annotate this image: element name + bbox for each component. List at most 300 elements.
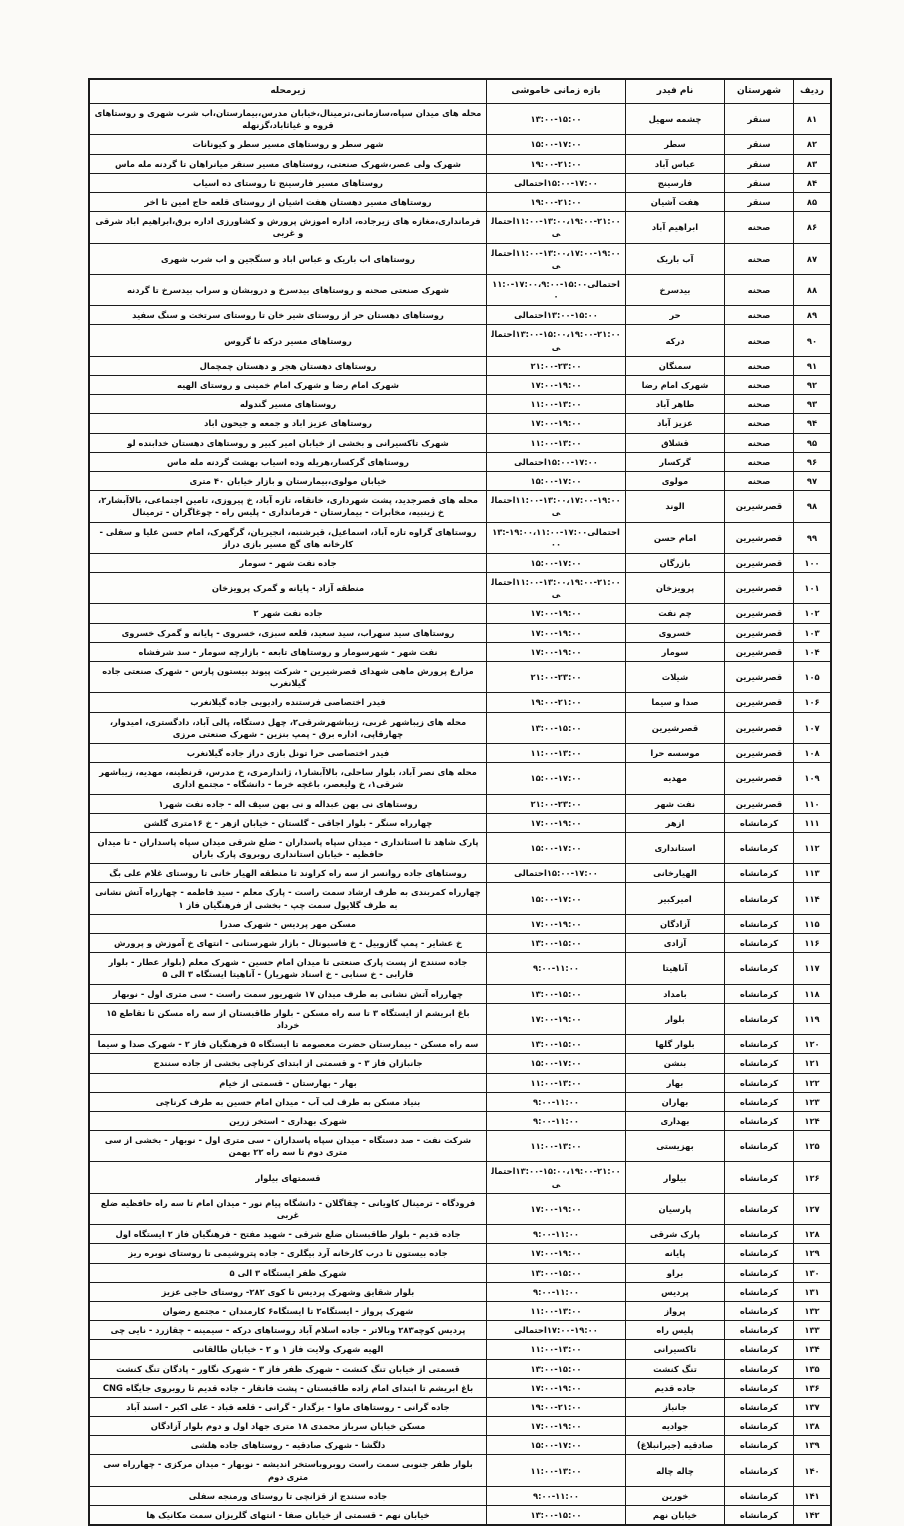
table-row [89, 1073, 831, 1092]
row-number-cell: ۹۷ [794, 471, 832, 490]
feeder-cell: سمنگان [626, 356, 725, 375]
feeder-cell: بامداد [626, 984, 725, 1003]
county-cell: کرمانشاه [725, 1003, 794, 1034]
feeder-cell: خسروی [626, 623, 725, 642]
outage-time-cell: ۱۷:۰۰-۱۹:۰۰ [487, 414, 626, 433]
county-cell: کرمانشاه [725, 813, 794, 832]
table-header-row [89, 79, 831, 104]
county-cell: کرمانشاه [725, 1111, 794, 1130]
outage-time-cell: ۱۷:۰۰-۱۹:۰۰ [487, 914, 626, 933]
table-row [89, 693, 831, 712]
outage-time-cell: ۱۳:۰۰-۱۵:۰۰ [487, 1506, 626, 1526]
table-row [89, 1301, 831, 1320]
row-number-cell: ۱۳۱ [794, 1282, 832, 1301]
feeder-cell: مهدیه [626, 763, 725, 794]
feeder-cell: فارسینج [626, 173, 725, 192]
feeder-cell: موسسه حرا [626, 743, 725, 762]
outage-time-cell: ۱۵:۰۰-۱۷:۰۰ [487, 135, 626, 154]
table-row [89, 642, 831, 661]
row-number-cell: ۱۲۹ [794, 1244, 832, 1263]
table-row [89, 1225, 831, 1244]
subarea-cell: چهارراه کمربندی به طرف ارشاد سمت راست - پارک معلم - سید فاطمه - چهارراه آتش نشانی به طرف گلایول سمت چپ - بخشی از فرهنگیان فاز ۱ [89, 883, 487, 914]
row-number-cell: ۱۰۴ [794, 642, 832, 661]
county-cell: کرمانشاه [725, 1131, 794, 1162]
column-header-outage-time: بازه زمانی خاموشی [487, 79, 626, 104]
subarea-cell: جاده نفت شهر - سومار [89, 553, 487, 572]
feeder-cell: شیلات [626, 662, 725, 693]
subarea-cell: شهرک صنعتی صحنه و روستاهای بیدسرخ و دروبشان و سراب بیدسرخ تا گردنه [89, 274, 487, 305]
table-row [89, 813, 831, 832]
county-cell: سنقر [725, 135, 794, 154]
table-row [89, 212, 831, 243]
outage-time-cell: ۹:۰۰-۱۱:۰۰ [487, 1111, 626, 1130]
column-header-feeder: نام فیدر [626, 79, 725, 104]
outage-time-cell: ۱۵:۰۰-۱۷:۰۰ [487, 763, 626, 794]
outage-time-cell: ۲۱:۰۰-۲۳:۰۰ [487, 662, 626, 693]
county-cell: قصرشیرین [725, 662, 794, 693]
subarea-cell: قسمتی از خیابان تنگ کنشت - شهرک ظفر فاز ۳ - شهرک نگاور - پادگان تنگ کنشت [89, 1359, 487, 1378]
subarea-cell: پارک شاهد تا استانداری - میدان سپاه پاسداران - ضلع شرقی میدان سپاه پاسداران - تا میدان حافظیه - خیابان استانداری روبروی پارک باران [89, 832, 487, 863]
table-row [89, 395, 831, 414]
feeder-cell: خیابان نهم [626, 1506, 725, 1526]
county-cell: کرمانشاه [725, 1436, 794, 1455]
feeder-cell: چشمه سهیل [626, 104, 725, 135]
row-number-cell: ۹۱ [794, 356, 832, 375]
row-number-cell: ۱۳۰ [794, 1263, 832, 1282]
table-row [89, 433, 831, 452]
subarea-cell: باغ ابریشم از ایستگاه ۳ تا سه راه مسکن - بلوار طاقبستان از سه راه مسکن تا تقاطع ۱۵ خرداد [89, 1003, 487, 1034]
outage-time-cell: ۹:۰۰-۱۱:۰۰ [487, 1225, 626, 1244]
row-number-cell: ۱۰۳ [794, 623, 832, 642]
row-number-cell: ۱۱۷ [794, 953, 832, 984]
county-cell: سنقر [725, 173, 794, 192]
table-row [89, 984, 831, 1003]
subarea-cell: روستاهای دهستان حر از روستای شیر خان تا روستای سرتخت و سنگ سفید [89, 306, 487, 325]
feeder-cell: بنشن [626, 1054, 725, 1073]
feeder-cell: چم نفت [626, 604, 725, 623]
outage-time-cell: ۱۹:۰۰-۲۱:۰۰ [487, 192, 626, 211]
county-cell: صحنه [725, 471, 794, 490]
table-row [89, 914, 831, 933]
subarea-cell: جاده سنندج از قزانچی تا روستای ورمنجه سفلی [89, 1486, 487, 1505]
table-row [89, 243, 831, 274]
outage-time-cell: ۱۷:۰۰-۱۹:۰۰ [487, 376, 626, 395]
subarea-cell: محله های میدان سپاه،سازمانی،ترمینال،خیابان مدرس،بیمارستان،اب شرب شهری و روستاهای قروه و غیاثاباد،گزنهله [89, 104, 487, 135]
subarea-cell: الهیه شهرک ولایت فاز ۱ و ۲ - خیابان طالقانی [89, 1340, 487, 1359]
table-row [89, 1244, 831, 1263]
subarea-cell: محله های نصر آباد، بلوار ساحلی، بالاآبشار۱، ژاندارمری، خ مدرس، قرنطینه، مهدیه، زیباشهر شرقی۱، خ ولیعصر، باغچه خرما - دانشگاه - مجتمع اداری [89, 763, 487, 794]
county-cell: قصرشیرین [725, 522, 794, 553]
row-number-cell: ۹۴ [794, 414, 832, 433]
column-header-row-number: ردیف [794, 79, 832, 104]
row-number-cell: ۹۹ [794, 522, 832, 553]
subarea-cell: منطقه آزاد - پایانه و گمرک پرویزخان [89, 573, 487, 604]
subarea-cell: خیابان نهم - قسمتی از خیابان صفا - انتهای گلریزان سمت مکانیک ها [89, 1506, 487, 1526]
row-number-cell: ۱۳۵ [794, 1359, 832, 1378]
table-row [89, 1092, 831, 1111]
county-cell: کرمانشاه [725, 1417, 794, 1436]
outage-time-cell: ۱۱:۰۰-۱۳:۰۰ [487, 395, 626, 414]
outage-time-cell: ۱۱:۰۰-۱۳:۰۰ [487, 1455, 626, 1486]
county-cell: کرمانشاه [725, 883, 794, 914]
table-row [89, 376, 831, 395]
subarea-cell: روستاهای نی بهن عبداله و نی بهن سیف اله - جاده نفت شهر۱ [89, 794, 487, 813]
outage-time-cell: ۱۱:۰۰-۱۳:۰۰ [487, 1340, 626, 1359]
outage-schedule-table [88, 78, 832, 1526]
row-number-cell: ۱۴۰ [794, 1455, 832, 1486]
table-body [89, 104, 831, 1526]
county-cell: صحنه [725, 274, 794, 305]
subarea-cell: نفت شهر - شهرسومار و روستاهای تابعه - بازارچه سومار - سد شرفشاه [89, 642, 487, 661]
row-number-cell: ۹۶ [794, 452, 832, 471]
row-number-cell: ۱۰۷ [794, 712, 832, 743]
outage-time-cell: ۱۷:۰۰-۱۹:۰۰ [487, 1193, 626, 1224]
feeder-cell: بیلوار [626, 1162, 725, 1193]
subarea-cell: جاده گرانی - روستاهای ماوا - بزگدار - گرانی - قلعه قباد - علی اکبر - اسند آباد [89, 1397, 487, 1416]
subarea-cell: بنیاد مسکن به طرف لب آب - میدان امام حسین به طرف کرناچی [89, 1092, 487, 1111]
outage-time-cell: ۹:۰۰-۱۱:۰۰ [487, 1092, 626, 1111]
county-cell: کرمانشاه [725, 953, 794, 984]
table-row [89, 306, 831, 325]
row-number-cell: ۸۷ [794, 243, 832, 274]
row-number-cell: ۱۳۴ [794, 1340, 832, 1359]
row-number-cell: ۱۴۱ [794, 1486, 832, 1505]
feeder-cell: آب باریک [626, 243, 725, 274]
county-cell: قصرشیرین [725, 573, 794, 604]
outage-time-cell: ۱۹:۰۰-۲۱:۰۰ [487, 1397, 626, 1416]
subarea-cell: مزارع پرورش ماهی شهدای قصرشیرین - شرکت پیوند بیستون پارس - شهرک صنعتی جاده گیلانغرب [89, 662, 487, 693]
table-row [89, 743, 831, 762]
row-number-cell: ۸۶ [794, 212, 832, 243]
table-row [89, 953, 831, 984]
subarea-cell: چهارراه آتش نشانی به طرف میدان ۱۷ شهریور سمت راست - سی متری اول - نوبهار [89, 984, 487, 1003]
outage-time-cell: ۱۷:۰۰-۱۹:۰۰ [487, 604, 626, 623]
subarea-cell: جاده بیستون تا درب کارخانه آرد بیگلری - جاده پتروشیمی تا روستای نوبره ریز [89, 1244, 487, 1263]
feeder-cell: جاده قدیم [626, 1378, 725, 1397]
table-row [89, 471, 831, 490]
outage-time-cell: ۱۵:۰۰-۱۷:۰۰ [487, 883, 626, 914]
subarea-cell: جاده قدیم - بلوار طاقبستان ضلع شرقی - شهید مفتح - فرهنگیان فاز ۲ ایستگاه اول [89, 1225, 487, 1244]
subarea-cell: روستاهای جاده روانسر از سه راه کراوند تا منطقه الهیار خانی تا روستای غلام علی بگ [89, 864, 487, 883]
subarea-cell: مسکن خیابان سرباز محمدی ۱۸ متری جهاد اول و دوم بلوار آزادگان [89, 1417, 487, 1436]
table-row [89, 1436, 831, 1455]
subarea-cell: جاده نفت شهر ۲ [89, 604, 487, 623]
feeder-cell: آزادگان [626, 914, 725, 933]
outage-time-cell: ۱۱:۰۰-۱۳:۰۰ [487, 1131, 626, 1162]
subarea-cell: روستاهای اب باریک و عباس اباد و سنگجین و اب شرب شهری [89, 243, 487, 274]
table-row [89, 1193, 831, 1224]
county-cell: قصرشیرین [725, 491, 794, 522]
row-number-cell: ۱۰۵ [794, 662, 832, 693]
outage-time-cell: ۱۱:۰۰-۱۳:۰۰،۱۷:۰۰-۱۹:۰۰احتمالی [487, 243, 626, 274]
row-number-cell: ۱۱۴ [794, 883, 832, 914]
table-row [89, 1111, 831, 1130]
subarea-cell: روستاهای مسیر دهستان هفت اشیان از روستای قلعه حاج امین تا اخر [89, 192, 487, 211]
table-row [89, 452, 831, 471]
table-row [89, 934, 831, 953]
row-number-cell: ۸۵ [794, 192, 832, 211]
feeder-cell: پایانه [626, 1244, 725, 1263]
feeder-cell: امیرکبیر [626, 883, 725, 914]
feeder-cell: بهاران [626, 1092, 725, 1111]
county-cell: قصرشیرین [725, 712, 794, 743]
county-cell: کرمانشاه [725, 1506, 794, 1526]
county-cell: کرمانشاه [725, 934, 794, 953]
county-cell: کرمانشاه [725, 1378, 794, 1397]
county-cell: کرمانشاه [725, 1282, 794, 1301]
subarea-cell: دلگشا - شهرک صادقیه - روستاهای جاده هلشی [89, 1436, 487, 1455]
row-number-cell: ۹۰ [794, 325, 832, 356]
feeder-cell: گرکسار [626, 452, 725, 471]
row-number-cell: ۱۱۸ [794, 984, 832, 1003]
row-number-cell: ۱۱۱ [794, 813, 832, 832]
subarea-cell: فرودگاه - ترمینال کاویانی - چقاگلان - دانشگاه پیام نور - میدان امام تا سه راه حافظیه ضلع غربی [89, 1193, 487, 1224]
table-row [89, 104, 831, 135]
county-cell: کرمانشاه [725, 1193, 794, 1224]
county-cell: کرمانشاه [725, 1397, 794, 1416]
feeder-cell: صادقیه (جیرانبلاغ) [626, 1436, 725, 1455]
feeder-cell: آزادی [626, 934, 725, 953]
table-row [89, 135, 831, 154]
outage-time-cell: ۱۱:۰۰-۱۳:۰۰ [487, 1073, 626, 1092]
feeder-cell: بهار [626, 1073, 725, 1092]
county-cell: کرمانشاه [725, 864, 794, 883]
row-number-cell: ۹۲ [794, 376, 832, 395]
feeder-cell: صدا و سیما [626, 693, 725, 712]
table-row [89, 1417, 831, 1436]
subarea-cell: روستاهای عزیز اباد و جمعه و جیحون اباد [89, 414, 487, 433]
county-cell: قصرشیرین [725, 604, 794, 623]
feeder-cell: حر [626, 306, 725, 325]
table-row [89, 173, 831, 192]
table-row [89, 1486, 831, 1505]
table-row [89, 573, 831, 604]
subarea-cell: محله های قصرجدید، پشت شهرداری، خانقاه، تازه آباد، خ پیروزی، تامین اجتماعی، بالاآبشار۲، خ زینبیه، مخابرات - بیمارستان - فرمانداری - پلیس راه - چوغاگران - ترمینال [89, 491, 487, 522]
subarea-cell: فرمانداری،مغازه های زیرجاده، اداره اموزش پرورش و کشاورزی اداره برق،ابراهیم اباد شرقی و غربی [89, 212, 487, 243]
outage-time-cell: ۱۷:۰۰-۱۹:۰۰ [487, 1378, 626, 1397]
table-row [89, 1359, 831, 1378]
outage-time-cell: ۱۳:۰۰-۱۵:۰۰احتمالی [487, 306, 626, 325]
subarea-cell: بلوار شقایق وشهرک پردیس تا کوی ۲۸۲- روستای حاجی عزیز [89, 1282, 487, 1301]
county-cell: کرمانشاه [725, 1486, 794, 1505]
feeder-cell: قشلاق [626, 433, 725, 452]
subarea-cell: بلوار ظفر جنوبی سمت راست روبروباستخر اندیشه - نوبهار - میدان مرکزی - چهارراه سی متری دوم [89, 1455, 487, 1486]
document-page [88, 78, 832, 1526]
subarea-cell: شهرک تاکسیرانی و بخشی از خیابان امیر کبیر و روستاهای دهستان خدابنده لو [89, 433, 487, 452]
outage-time-cell: ۱۷:۰۰-۱۹:۰۰ [487, 1244, 626, 1263]
county-cell: کرمانشاه [725, 1244, 794, 1263]
feeder-cell: قصرشیرین [626, 712, 725, 743]
outage-time-cell: ۱۳:۰۰-۱۵:۰۰ [487, 984, 626, 1003]
feeder-cell: نفت شهر [626, 794, 725, 813]
outage-time-cell: ۱۷:۰۰-۱۹:۰۰ [487, 1417, 626, 1436]
feeder-cell: الوند [626, 491, 725, 522]
row-number-cell: ۱۱۵ [794, 914, 832, 933]
outage-time-cell: ۱۵:۰۰-۱۷:۰۰ [487, 1436, 626, 1455]
outage-time-cell: ۱۳:۰۰-۱۵:۰۰ [487, 104, 626, 135]
subarea-cell: شهرک امام رضا و شهرک امام خمینی و روستای الهیه [89, 376, 487, 395]
table-row [89, 832, 831, 863]
row-number-cell: ۱۰۱ [794, 573, 832, 604]
subarea-cell: جانبازان فاز ۳ - و قسمتی از ابتدای کرناچی بخشی از جاده سنندج [89, 1054, 487, 1073]
outage-time-cell: ۱۵:۰۰-۱۷:۰۰احتمالی [487, 452, 626, 471]
subarea-cell: شهرک پرواز - ایستگاه۲ تا ایستگاه۶ کارمندان - مجتمع رضوان [89, 1301, 487, 1320]
row-number-cell: ۱۲۱ [794, 1054, 832, 1073]
table-row [89, 1162, 831, 1193]
county-cell: صحنه [725, 356, 794, 375]
county-cell: قصرشیرین [725, 743, 794, 762]
outage-time-cell: ۱۳:۰۰-۱۵:۰۰ [487, 1263, 626, 1282]
table-row [89, 491, 831, 522]
outage-time-cell: احتمالی۱۵:۰۰-۱۷:۰۰،۹:۰۰-۱۱:۰۰ [487, 274, 626, 305]
row-number-cell: ۸۲ [794, 135, 832, 154]
table-row [89, 553, 831, 572]
county-cell: کرمانشاه [725, 1054, 794, 1073]
county-cell: سنقر [725, 154, 794, 173]
outage-time-cell: ۱۳:۰۰-۱۵:۰۰،۱۹:۰۰-۲۱:۰۰احتمالی [487, 325, 626, 356]
feeder-cell: تاکسیرانی [626, 1340, 725, 1359]
county-cell: قصرشیرین [725, 642, 794, 661]
row-number-cell: ۱۲۴ [794, 1111, 832, 1130]
row-number-cell: ۸۹ [794, 306, 832, 325]
feeder-cell: بلوار [626, 1003, 725, 1034]
county-cell: سنقر [725, 104, 794, 135]
row-number-cell: ۱۳۷ [794, 1397, 832, 1416]
subarea-cell: محله های زیباشهر غربی، زیباشهرشرقی۲، چهل دستگاه، پالی آباد، دادگستری، امیدوار، چهارقاپی، اداره برق - پمپ بنزین - شهرک صنعتی مرزی [89, 712, 487, 743]
table-row [89, 1035, 831, 1054]
row-number-cell: ۸۳ [794, 154, 832, 173]
feeder-cell: ابراهیم آباد [626, 212, 725, 243]
subarea-cell: شهر سطر و روستاهای مسیر سطر و کیونانات [89, 135, 487, 154]
table-row [89, 712, 831, 743]
subarea-cell: فیدر اختصاصی حرا تونل بازی دراز جاده گیلانغرب [89, 743, 487, 762]
row-number-cell: ۱۳۶ [794, 1378, 832, 1397]
row-number-cell: ۹۵ [794, 433, 832, 452]
subarea-cell: شهرک ظفر ایستگاه ۳ الی ۵ [89, 1263, 487, 1282]
county-cell: صحنه [725, 306, 794, 325]
outage-time-cell: ۱۳:۰۰-۱۵:۰۰ [487, 934, 626, 953]
table-row [89, 1397, 831, 1416]
table-row [89, 1263, 831, 1282]
subarea-cell: روستاهای گراوه تازه آباد، اسماعیل، قیرشنبه، انجیریان، گرگهرک، امام حسن علیا و سفلی - کارخانه های گچ مسیر بازی دراز [89, 522, 487, 553]
subarea-cell: جاده سنندج از پست پارک صنعتی تا میدان امام حسین - شهرک معلم (بلوار عطار - بلوار فارابی - خ سنابی - خ اسناد شهریار) - آناهیتا ایستگاه ۳ الی ۵ [89, 953, 487, 984]
outage-time-cell: ۱۱:۰۰-۱۳:۰۰،۱۷:۰۰-۱۹:۰۰احتمالی [487, 491, 626, 522]
outage-time-cell: ۱۱:۰۰-۱۳:۰۰،۱۹:۰۰-۲۱:۰۰احتمالی [487, 212, 626, 243]
row-number-cell: ۱۱۹ [794, 1003, 832, 1034]
subarea-cell: قسمتهای بیلوار [89, 1162, 487, 1193]
feeder-cell: تنگ کنشت [626, 1359, 725, 1378]
feeder-cell: بلوار گلها [626, 1035, 725, 1054]
subarea-cell: روستاهای سید سهراب، سید سعید، قلعه سبزی، خسروی - پایانه و گمرک خسروی [89, 623, 487, 642]
column-header-county: شهرستان [725, 79, 794, 104]
row-number-cell: ۱۱۲ [794, 832, 832, 863]
county-cell: صحنه [725, 243, 794, 274]
table-row [89, 1455, 831, 1486]
row-number-cell: ۱۲۶ [794, 1162, 832, 1193]
feeder-cell: هفت آشیان [626, 192, 725, 211]
subarea-cell: روستاهای مسیر درکه تا گروس [89, 325, 487, 356]
subarea-cell: شهرک بهداری - استخر زرین [89, 1111, 487, 1130]
county-cell: صحنه [725, 452, 794, 471]
subarea-cell: شرکت نفت - صد دستگاه - میدان سپاه پاسداران - سی متری اول - نوبهار - بخشی از سی متری دوم تا سه راه ۲۲ بهمن [89, 1131, 487, 1162]
feeder-cell: پرویزخان [626, 573, 725, 604]
county-cell: صحنه [725, 395, 794, 414]
feeder-cell: چاله چاله [626, 1455, 725, 1486]
outage-time-cell: ۱۵:۰۰-۱۷:۰۰ [487, 553, 626, 572]
table-row [89, 522, 831, 553]
feeder-cell: پارسیان [626, 1193, 725, 1224]
feeder-cell: شهرک امام رضا [626, 376, 725, 395]
outage-time-cell: ۱۵:۰۰-۱۷:۰۰احتمالی [487, 173, 626, 192]
subarea-cell: روستاهای مسیر گندوله [89, 395, 487, 414]
table-row [89, 192, 831, 211]
outage-time-cell: ۱۹:۰۰-۲۱:۰۰ [487, 154, 626, 173]
subarea-cell: مسکن مهر پردیس - شهرک صدرا [89, 914, 487, 933]
county-cell: کرمانشاه [725, 1301, 794, 1320]
table-row [89, 325, 831, 356]
feeder-cell: پردیس [626, 1282, 725, 1301]
table-row [89, 662, 831, 693]
feeder-cell: استانداری [626, 832, 725, 863]
outage-time-cell: ۱۵:۰۰-۱۷:۰۰احتمالی [487, 864, 626, 883]
outage-time-cell: ۱۱:۰۰-۱۳:۰۰ [487, 433, 626, 452]
feeder-cell: جوادیه [626, 1417, 725, 1436]
county-cell: صحنه [725, 325, 794, 356]
table-row [89, 763, 831, 794]
feeder-cell: جانباز [626, 1397, 725, 1416]
row-number-cell: ۱۲۳ [794, 1092, 832, 1111]
county-cell: قصرشیرین [725, 693, 794, 712]
row-number-cell: ۱۱۳ [794, 864, 832, 883]
subarea-cell: سه راه مسکن - بیمارستان حضرت معصومه تا ایستگاه ۵ فرهنگیان فاز ۲ - شهرک صدا و سیما [89, 1035, 487, 1054]
county-cell: صحنه [725, 433, 794, 452]
outage-time-cell: ۲۱:۰۰-۲۳:۰۰ [487, 356, 626, 375]
row-number-cell: ۸۸ [794, 274, 832, 305]
outage-time-cell: ۱۵:۰۰-۱۷:۰۰ [487, 471, 626, 490]
outage-time-cell: ۱۷:۰۰-۱۹:۰۰ [487, 813, 626, 832]
feeder-cell: بیدسرخ [626, 274, 725, 305]
row-number-cell: ۱۲۰ [794, 1035, 832, 1054]
feeder-cell: مولوی [626, 471, 725, 490]
subarea-cell: باغ ابریشم تا ابتدای امام زاده طاقبستان - پشت فانقار - جاده قدیم تا روبروی جایگاه CNG [89, 1378, 487, 1397]
row-number-cell: ۱۲۵ [794, 1131, 832, 1162]
subarea-cell: چهارراه سنگر - بلوار اجاقی - گلستان - خیابان ازهر - خ ۱۶متری گلشن [89, 813, 487, 832]
feeder-cell: درکه [626, 325, 725, 356]
row-number-cell: ۸۱ [794, 104, 832, 135]
county-cell: کرمانشاه [725, 914, 794, 933]
feeder-cell: بازرگان [626, 553, 725, 572]
row-number-cell: ۱۲۷ [794, 1193, 832, 1224]
outage-time-cell: ۱۷:۰۰-۱۹:۰۰احتمالی [487, 1321, 626, 1340]
table-row [89, 623, 831, 642]
table-row [89, 356, 831, 375]
subarea-cell: روستاهای دهستان هجر و دهستان چمچمال [89, 356, 487, 375]
table-row [89, 883, 831, 914]
table-row [89, 1378, 831, 1397]
outage-time-cell: ۱۱:۰۰-۱۳:۰۰ [487, 1301, 626, 1320]
subarea-cell: پردیس کوچه۲۸۳ وبالاتر - جاده اسلام آباد روستاهای درکه - سیمینه - چقازرد - نایی چی [89, 1321, 487, 1340]
table-row [89, 794, 831, 813]
outage-time-cell: ۱۱:۰۰-۱۳:۰۰ [487, 743, 626, 762]
table-row [89, 604, 831, 623]
county-cell: کرمانشاه [725, 1225, 794, 1244]
county-cell: کرمانشاه [725, 984, 794, 1003]
row-number-cell: ۹۸ [794, 491, 832, 522]
row-number-cell: ۱۲۲ [794, 1073, 832, 1092]
outage-time-cell: احتمالی۱۷:۰۰-۱۹:۰۰،۱۱:۰۰-۱۳:۰۰ [487, 522, 626, 553]
county-cell: کرمانشاه [725, 1340, 794, 1359]
row-number-cell: ۱۰۸ [794, 743, 832, 762]
